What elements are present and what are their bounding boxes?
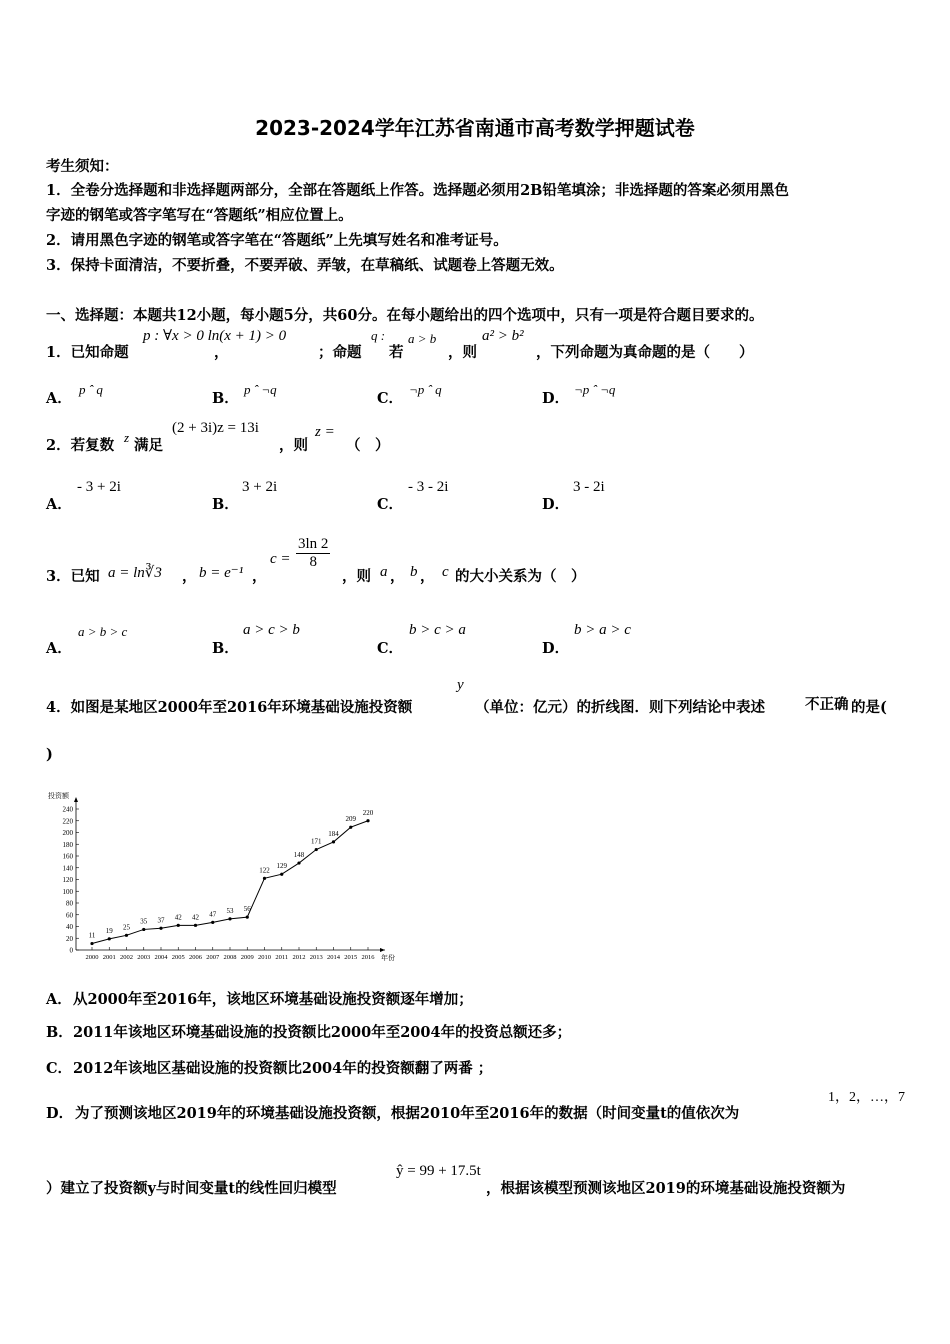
q3-var-c: c [442,564,449,580]
q2-ze: ，则 [279,437,308,454]
notice-item-1-cont: 字迹的钢笔或答字笔写在“答题纸”相应位置上。 [46,207,353,224]
q2-ask: z = [315,424,335,440]
data-label: 37 [157,916,165,925]
y-tick-label: 140 [62,864,73,873]
data-label: 42 [192,913,199,922]
section-heading: 一、选择题：本题共12小题，每小题5分，共60分。在每小题给出的四个选项中，只有一项是符合题目要求的。 [46,307,764,324]
q3-c-lhs: c = [270,551,291,567]
q1-concl: a² > b² [482,328,524,344]
q3-option-b: a > c > b [243,622,300,638]
q3-comma-3: ， [390,568,405,585]
q3-c-numerator: 3ln 2 [298,536,329,552]
data-label: 11 [88,931,96,940]
q4-option-b-label: B． [46,1024,73,1041]
q4-option-d-line2-end: ，根据该模型预测该地区2019的环境基础设施投资额为 [486,1180,846,1197]
data-point [211,921,214,924]
q4-mid: （单位：亿元）的折线图．则下列结论中表述 [475,699,765,716]
data-point [142,928,145,931]
x-tick-label: 2008 [223,954,237,961]
q2-option-b: 3 + 2i [242,479,278,495]
chart-x-ticks [86,947,376,961]
data-point [194,924,197,927]
y-tick-label: 240 [62,805,73,814]
y-tick-label: 180 [62,840,73,849]
y-tick-label: 60 [66,911,73,920]
q4-suffix: 的是( [851,699,887,716]
x-tick-label: 2013 [309,954,323,961]
q3-c-fraction [296,536,330,571]
q2-option-c: - 3 - 2i [408,479,449,495]
data-point [349,826,352,829]
q2-option-a: - 3 + 2i [77,479,121,495]
data-label: 171 [311,837,322,846]
q1-mid: ；命题 [318,344,362,361]
x-axis-arrow [380,948,385,952]
y-tick-label: 120 [62,876,73,884]
q3-ze: ，则 [342,568,371,585]
q4-close: ) [46,746,53,763]
chart-axes [74,797,385,952]
q4-option-c-label: C． [46,1060,73,1077]
data-point [280,873,283,876]
q1-ze: ，则 [448,344,477,361]
q3-option-d: b > a > c [574,622,631,638]
chart-x-label: 年份 [381,954,395,962]
notice-item-3: 3．保持卡面清洁，不要折叠，不要弄破、弄皱，在草稿纸、试题卷上答题无效。 [46,257,564,274]
q3-prefix: 3．已知 [46,568,100,585]
q1-comma: ， [214,344,229,361]
data-label: 19 [105,926,113,935]
data-point [246,916,249,919]
q3-option-a: a > b > c [78,624,128,639]
x-tick-label: 2014 [327,954,340,961]
data-label: 35 [140,917,148,926]
q3-option-c: b > c > a [409,622,466,638]
q3-option-a-label: A． [46,640,72,657]
q1-prefix: 1．已知命题 [46,344,129,361]
q3-option-c-label: C． [377,640,404,657]
q4-option-a: 从2000年至2016年，该地区环境基础设施投资额逐年增加； [73,991,473,1008]
q3-option-d-label: D． [542,640,570,657]
data-point [315,848,318,851]
x-tick-label: 2001 [102,954,116,961]
data-point [90,942,93,945]
q4-regression-model: ŷ = 99 + 17.5t [396,1163,481,1179]
x-tick-label: 2005 [171,954,185,961]
q2-suffix: （ ） [346,437,390,454]
x-tick-label: 2015 [344,954,358,961]
q1-ruo: 若 [389,344,404,361]
data-label: 220 [362,808,374,817]
q1-suffix: ，下列命题为真命题的是（ ） [536,344,754,361]
data-label: 56 [243,905,251,914]
data-point [228,917,231,920]
x-tick-label: 2016 [361,954,375,961]
q4-option-b: 2011年该地区环境基础设施的投资额比2000年至2004年的投资总额还多； [73,1024,572,1041]
data-label: 53 [226,906,234,915]
q3-suffix: 的大小关系为（ ） [455,568,586,585]
q3-var-b: b [410,564,418,580]
q1-option-d-label: D． [542,390,570,407]
x-tick-label: 2009 [240,954,254,961]
x-tick-label: 2012 [292,954,306,961]
data-point [125,934,128,937]
data-label: 42 [174,913,182,922]
series-line [92,821,368,944]
q1-option-b-label: B． [212,390,239,407]
chart-y-label: 投资额 [48,792,69,800]
data-point [159,927,162,930]
q1-option-a-label: A． [46,390,72,407]
q2-option-d-label: D． [542,496,570,513]
q4-option-c: 2012年该地区基础设施的投资额比2004年的投资额翻了两番 ； [73,1060,493,1077]
q4-prefix: 4．如图是某地区2000年至2016年环境基础设施投资额 [46,699,413,716]
x-tick-label: 2006 [189,954,202,961]
x-tick-label: 2011 [275,954,289,961]
q4-option-d-tail: 1，2，…，7 [828,1090,905,1105]
q4-negation: 不正确 [805,696,849,713]
q2-mid: 满足 [134,437,163,454]
q1-p-expr: p : ∀x > 0 ln(x + 1) > 0 [143,328,287,344]
y-tick-label: 80 [66,899,73,908]
q2-option-d: 3 - 2i [573,479,605,495]
y-tick-label: 20 [66,934,73,943]
data-point [177,924,180,927]
q4-option-a-label: A． [46,991,72,1008]
q1-option-a: p ˆ q [79,382,103,397]
x-tick-label: 2000 [85,954,99,961]
investment-line-chart [40,785,400,965]
x-tick-label: 2004 [154,954,168,961]
q1-q-label: q : [371,328,386,343]
q3-a-expr: a = ln∛3 [108,565,162,581]
notice-item-2: 2．请用黑色字迹的钢笔或答字笔在“答题纸”上先填写姓名和准考证号。 [46,232,508,249]
x-tick-label: 2002 [120,954,133,961]
q2-var: z [124,430,130,445]
y-tick-label: 40 [66,923,73,931]
y-axis-arrow [74,797,78,802]
notice-item-1: 1．全卷分选择题和非选择题两部分，全部在答题纸上作答。选择题必须用2B铅笔填涂；非选择题的答案必须用黑色 [46,182,789,199]
page-title: 2023-2024学年江苏省南通市高考数学押题试卷 [255,116,695,140]
data-point [297,861,300,864]
chart-points [90,819,369,945]
q3-c-denominator: 8 [309,554,317,570]
x-tick-label: 2010 [258,954,271,961]
q3-comma-2: ， [252,568,267,585]
q2-option-c-label: C． [377,496,404,513]
q4-option-d-line2-start: ）建立了投资额y与时间变量t的线性回归模型 [46,1180,337,1197]
q2-option-b-label: B． [212,496,239,513]
x-tick-label: 2003 [137,954,151,961]
q2-option-a-label: A． [46,496,72,513]
data-label: 25 [123,923,130,932]
data-label: 148 [293,851,305,860]
q3-var-a: a [380,564,388,580]
notice-heading: 考生须知： [46,158,119,175]
q3-b-expr: b = e⁻¹ [199,565,244,581]
data-point [108,937,111,940]
y-tick-label: 100 [62,887,73,896]
chart-y-ticks [63,806,80,955]
q4-option-d: 为了预测该地区2019年的环境基础设施投资额，根据2010年至2016年的数据（时间变量t的值依次为 [75,1105,740,1122]
q3-option-b-label: B． [212,640,239,657]
data-point [263,877,266,880]
q1-cond: a > b [408,331,437,346]
q1-option-c: ¬p ˆ q [409,382,442,397]
q1-option-c-label: C． [377,390,404,407]
x-tick-label: 2007 [206,954,220,961]
data-label: 122 [259,866,270,875]
q1-option-d: ¬p ˆ ¬q [574,382,616,397]
data-point [366,819,369,822]
data-label: 47 [209,910,217,919]
y-tick-label: 0 [69,946,73,955]
data-label: 209 [345,815,356,824]
y-tick-label: 160 [62,852,73,861]
q1-option-b: p ˆ ¬q [244,382,277,397]
q2-prefix: 2．若复数 [46,437,115,454]
q3-comma-4: ， [420,568,435,585]
data-label: 184 [328,829,339,838]
q4-option-d-label: D． [46,1105,74,1122]
q3-comma-1: ， [182,568,197,585]
y-tick-label: 200 [62,829,73,837]
data-point [332,840,335,843]
data-label: 129 [276,862,287,871]
y-tick-label: 220 [62,817,73,826]
q4-var: y [457,677,464,693]
q2-equation: (2 + 3i)z = 13i [172,420,259,436]
